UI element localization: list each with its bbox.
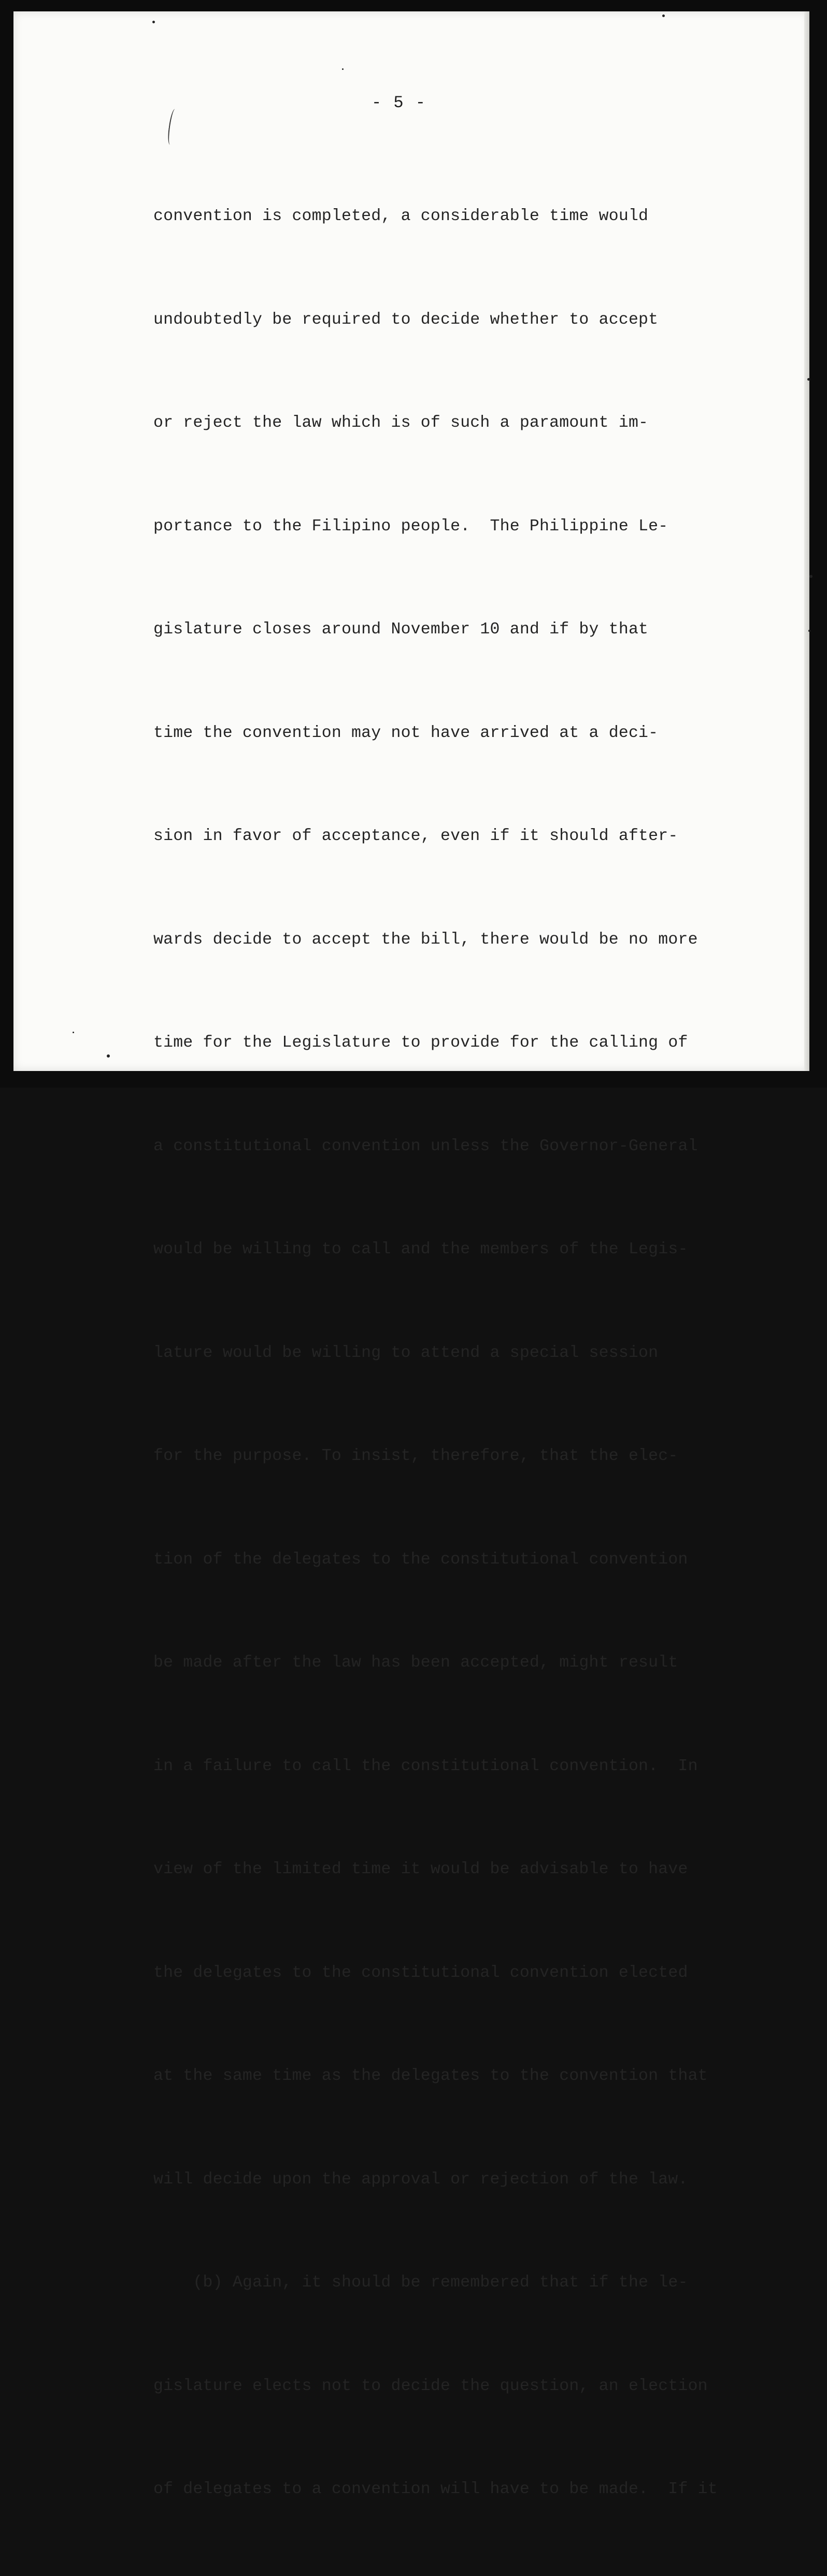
- text-line-15: be made after the law has been accepted, might result: [153, 1654, 678, 1672]
- paper-speck: [152, 21, 155, 23]
- text-line-9: time for the Legislature to provide for the calling of: [153, 1034, 688, 1052]
- paper-speck: [809, 575, 812, 578]
- paper-speck: [807, 378, 810, 381]
- text-line-14: tion of the delegates to the constitutional convention: [153, 1550, 688, 1569]
- text-line-5: gislature closes around November 10 and if by that: [153, 620, 649, 639]
- text-line-18: the delegates to the constitutional convention elected: [153, 1963, 688, 1982]
- text-line-2: undoubtedly be required to decide whether to accept: [153, 310, 659, 329]
- text-line-21: (b) Again, it should be remembered that if the le-: [153, 2274, 688, 2292]
- paper-edge-shadow: [804, 11, 809, 1071]
- text-line-3: or reject the law which is of such a paramount im-: [153, 414, 649, 432]
- text-line-12: lature would be willing to attend a special session: [153, 1343, 659, 1362]
- text-line-6: time the convention may not have arrived at a deci-: [153, 723, 659, 742]
- text-line-16: in a failure to call the constitutional convention. In: [153, 1757, 698, 1775]
- page-number: - 5 -: [371, 93, 426, 112]
- text-line-10: a constitutional convention unless the Governor-General: [153, 1137, 698, 1155]
- text-line-22: gislature elects not to decide the question, an election: [153, 2377, 708, 2395]
- text-line-4: portance to the Filipino people. The Philippine Le-: [153, 517, 668, 536]
- text-line-23: of delegates to a convention will have to be made. If it: [153, 2480, 718, 2498]
- paper-speck: [73, 1032, 74, 1033]
- text-line-20: will decide upon the approval or rejection of the law.: [153, 2170, 688, 2189]
- text-line-19: at the same time as the delegates to the convention that: [153, 2067, 708, 2085]
- text-line-13: for the purpose. To insist, therefore, that the elec-: [153, 1447, 678, 1465]
- paper-speck: [808, 630, 810, 632]
- text-line-11: would be willing to call and the members of the Legis-: [153, 1240, 688, 1258]
- document-body-text: [153, 131, 744, 2576]
- paper-speck: [107, 1054, 110, 1058]
- text-line-8: wards decide to accept the bill, there would be no more: [153, 930, 698, 949]
- text-line-1: convention is completed, a considerable time would: [153, 207, 649, 225]
- paper-speck: [342, 68, 344, 70]
- paper-speck: [662, 15, 665, 17]
- text-line-17: view of the limited time it would be advisable to have: [153, 1860, 688, 1878]
- text-line-7: sion in favor of acceptance, even if it should after-: [153, 827, 678, 845]
